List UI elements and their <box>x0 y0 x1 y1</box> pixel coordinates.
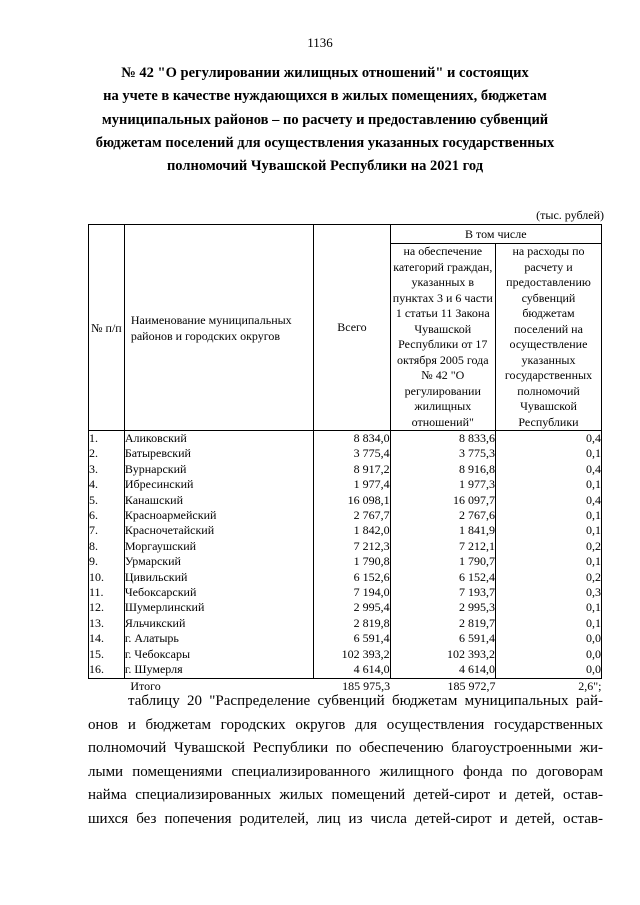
row-number: 3. <box>89 462 125 477</box>
row-col1: 8 916,8 <box>390 462 495 477</box>
table-row <box>89 446 602 461</box>
distribution-table <box>88 224 602 694</box>
header-col2: на расходы по расчету и предоставлению субвенций бюджетам поселений на осуществление указанных государственных полномочий Чувашской Республики <box>495 244 601 431</box>
row-name: Шумерлинский <box>124 600 313 615</box>
row-number: 15. <box>89 647 125 662</box>
title-line: полномочий Чувашской Республики на 2021 год <box>166 158 484 175</box>
row-name: г. Алатырь <box>124 631 313 646</box>
row-number: 10. <box>89 570 125 585</box>
row-col2: 0,0 <box>495 647 601 662</box>
row-total: 8 917,2 <box>314 462 390 477</box>
page-number: 1136 <box>307 35 333 50</box>
title-line: № 42 "О регулировании жилищных отношений" и состоящих <box>121 65 529 81</box>
row-col2: 0,1 <box>495 446 601 461</box>
row-name: Батыревский <box>124 446 313 461</box>
totals-col1: 185 972,7 <box>447 678 496 693</box>
totals-label: Итого <box>130 678 161 693</box>
row-name: г. Чебоксары <box>124 647 313 662</box>
row-number: 14. <box>89 631 125 646</box>
section-title <box>90 62 560 178</box>
row-col2: 0,1 <box>495 508 601 523</box>
row-number: 8. <box>89 539 125 554</box>
table-row <box>89 585 602 600</box>
row-total: 2 819,8 <box>314 616 390 631</box>
row-col2: 0,1 <box>495 477 601 492</box>
header-including: В том числе <box>390 225 601 244</box>
row-number: 16. <box>89 662 125 678</box>
row-number: 9. <box>89 554 125 569</box>
table-row <box>89 477 602 492</box>
row-col2: 0,3 <box>495 585 601 600</box>
row-col1: 7 193,7 <box>390 585 495 600</box>
body-paragraph <box>88 690 603 831</box>
header-name: Наименование муниципальных районов и городских округов <box>124 225 313 431</box>
row-col2: 0,1 <box>495 616 601 631</box>
row-total: 2 767,7 <box>314 508 390 523</box>
table-row <box>89 631 602 646</box>
row-total: 6 591,4 <box>314 631 390 646</box>
row-number: 5. <box>89 493 125 508</box>
body-line: полномочий Чувашской Республики по обеспечению благоустроенными жи- <box>88 740 603 756</box>
row-number: 1. <box>89 431 125 447</box>
row-total: 7 194,0 <box>314 585 390 600</box>
totals-col2: 2,6"; <box>578 678 602 693</box>
row-name: Красночетайский <box>124 523 313 538</box>
row-col2: 0,0 <box>495 631 601 646</box>
row-col1: 1 841,9 <box>390 523 495 538</box>
row-total: 1 842,0 <box>314 523 390 538</box>
table-row <box>89 554 602 569</box>
row-number: 6. <box>89 508 125 523</box>
row-col2: 0,1 <box>495 600 601 615</box>
row-name: Ибресинский <box>124 477 313 492</box>
row-name: Канашский <box>124 493 313 508</box>
row-col2: 0,1 <box>495 523 601 538</box>
row-total: 3 775,4 <box>314 446 390 461</box>
table-row <box>89 539 602 554</box>
row-col2: 0,2 <box>495 539 601 554</box>
header-col1: на обеспечение категорий граждан, указанных в пунктах 3 и 6 части 1 статьи 11 Закона Чувашской Республики от 17 октября 2005 года № 42 "О регулировании жилищных отношений" <box>390 244 495 431</box>
row-col2: 0,4 <box>495 493 601 508</box>
row-total: 16 098,1 <box>314 493 390 508</box>
row-number: 12. <box>89 600 125 615</box>
row-col1: 1 790,7 <box>390 554 495 569</box>
title-line: бюджетам поселений для осуществления указанных государственных <box>95 134 555 151</box>
row-number: 7. <box>89 523 125 538</box>
body-line: таблицу 20 "Распределение субвенций бюджетам муниципальных рай- <box>128 693 603 709</box>
body-line: лыми помещениями специализированного жилищного фонда по договорам <box>88 763 603 780</box>
row-name: г. Шумерля <box>124 662 313 678</box>
row-number: 13. <box>89 616 125 631</box>
row-total: 8 834,0 <box>314 431 390 447</box>
table-row <box>89 570 602 585</box>
row-name: Моргаушский <box>124 539 313 554</box>
row-name: Аликовский <box>124 431 313 447</box>
row-col1: 6 591,4 <box>390 631 495 646</box>
row-col1: 4 614,0 <box>390 662 495 678</box>
row-col1: 2 819,7 <box>390 616 495 631</box>
row-col1: 2 995,3 <box>390 600 495 615</box>
row-total: 102 393,2 <box>314 647 390 662</box>
row-col2: 0,2 <box>495 570 601 585</box>
row-total: 7 212,3 <box>314 539 390 554</box>
table-row <box>89 493 602 508</box>
row-name: Цивильский <box>124 570 313 585</box>
header-total: Всего <box>314 225 390 431</box>
table-row <box>89 647 602 662</box>
table-row <box>89 662 602 678</box>
table-row <box>89 508 602 523</box>
row-number: 11. <box>89 585 125 600</box>
row-total: 2 995,4 <box>314 600 390 615</box>
table-row <box>89 616 602 631</box>
row-name: Красноармейский <box>124 508 313 523</box>
totals-total: 185 975,3 <box>342 678 391 693</box>
table-row <box>89 600 602 615</box>
title-line: муниципальных районов – по расчету и предоставлению субвенций <box>101 111 549 128</box>
row-name: Вурнарский <box>124 462 313 477</box>
row-name: Чебоксарский <box>124 585 313 600</box>
title-line: на учете в качестве нуждающихся в жилых помещениях, бюджетам <box>103 88 547 105</box>
row-col2: 0,1 <box>495 554 601 569</box>
row-name: Урмарский <box>124 554 313 569</box>
row-col1: 6 152,4 <box>390 570 495 585</box>
row-col1: 102 393,2 <box>390 647 495 662</box>
row-col1: 16 097,7 <box>390 493 495 508</box>
row-total: 4 614,0 <box>314 662 390 678</box>
row-col1: 1 977,3 <box>390 477 495 492</box>
table-row <box>89 523 602 538</box>
body-line: онов и бюджетам городских округов для осуществления государственных <box>88 716 603 733</box>
row-total: 1 977,4 <box>314 477 390 492</box>
body-line: найма специализированных жилых помещений детей-сирот и детей, остав- <box>88 787 603 803</box>
row-col1: 2 767,6 <box>390 508 495 523</box>
body-line: шихся без попечения родителей, лиц из числа детей-сирот и детей, остав- <box>88 810 603 827</box>
row-col2: 0,0 <box>495 662 601 678</box>
row-total: 1 790,8 <box>314 554 390 569</box>
row-col1: 3 775,3 <box>390 446 495 461</box>
header-num: № п/п <box>89 225 125 431</box>
row-col1: 7 212,1 <box>390 539 495 554</box>
row-number: 2. <box>89 446 125 461</box>
row-name: Яльчикский <box>124 616 313 631</box>
row-col2: 0,4 <box>495 462 601 477</box>
row-number: 4. <box>89 477 125 492</box>
units-label: (тыс. рублей) <box>536 208 604 222</box>
row-col1: 8 833,6 <box>390 431 495 447</box>
row-total: 6 152,6 <box>314 570 390 585</box>
table-row <box>89 431 602 447</box>
table-row <box>89 462 602 477</box>
row-col2: 0,4 <box>495 431 601 447</box>
